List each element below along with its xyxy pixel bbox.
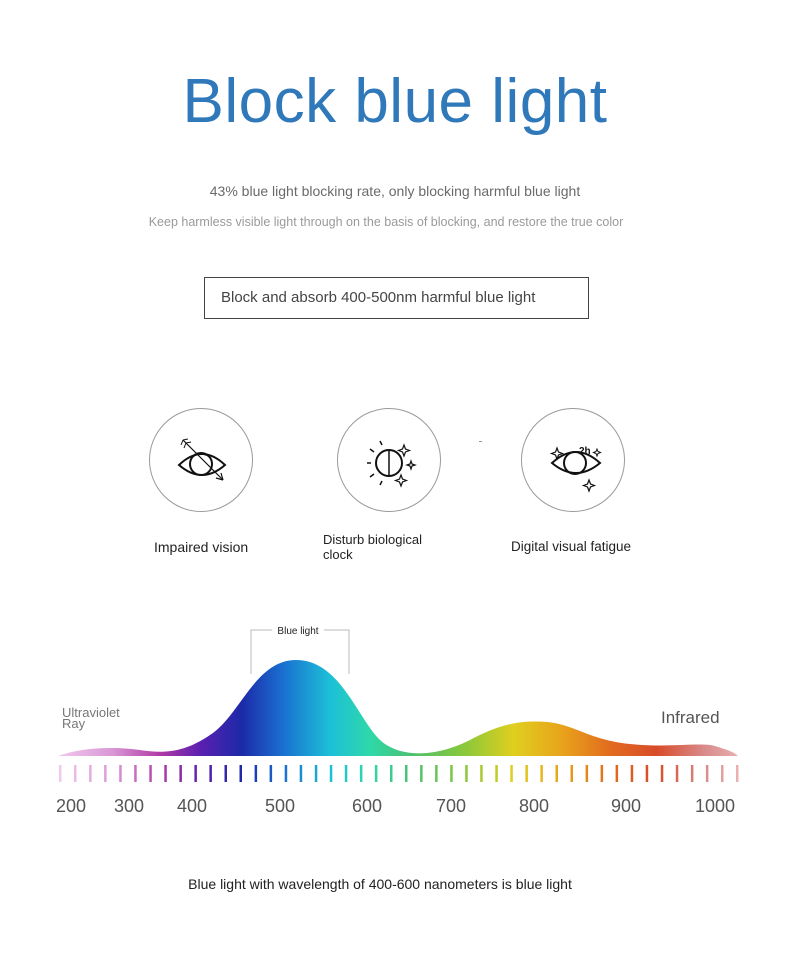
blue-light-label: Blue light <box>277 626 319 637</box>
spectrum-bar <box>616 765 619 782</box>
caption-line-1: Disturb biological <box>323 532 422 547</box>
spectrum-bar <box>300 765 303 782</box>
spectrum-bar <box>134 765 137 782</box>
footer-note: Blue light with wavelength of 400-600 nanometers is blue light <box>188 876 572 892</box>
spectrum-bar <box>556 765 559 782</box>
spectrum-bar <box>375 765 378 782</box>
wavelength-tick-label: 300 <box>113 796 145 816</box>
spectrum-bar <box>270 765 273 782</box>
spectrum-bar <box>390 765 393 782</box>
spectrum-bar <box>315 765 318 782</box>
caption-line-2: clock <box>323 547 353 562</box>
page-title: Block blue light <box>182 67 608 136</box>
spectrum-bar <box>360 765 363 782</box>
spectrum-bar <box>74 765 77 782</box>
spectrum-bar <box>646 765 649 782</box>
spectrum-bar <box>721 765 724 782</box>
impaired-vision-circle <box>149 408 253 512</box>
caption-impaired-vision: Impaired vision <box>154 539 249 555</box>
light-spectrum-diagram <box>0 600 790 830</box>
wavelength-tick-label: 600 <box>351 796 383 816</box>
visual-fatigue-circle <box>521 408 625 512</box>
spectrum-bar <box>510 765 513 782</box>
uv-label-line2: Ray <box>62 716 86 731</box>
caption-visual-fatigue: Digital visual fatigue <box>511 539 632 554</box>
subtitle: 43% blue light blocking rate, only blocking harmful blue light <box>209 183 581 199</box>
divider-dot <box>479 441 482 442</box>
infrared-label: Infrared <box>661 708 720 727</box>
spectrum-bar <box>676 765 679 782</box>
spectrum-bar <box>736 765 739 782</box>
spectrum-bar <box>194 765 197 782</box>
spectrum-bar <box>691 765 694 782</box>
spectrum-bar <box>661 765 664 782</box>
spectrum-bar <box>89 765 92 782</box>
spectrum-bar <box>601 765 604 782</box>
spectrum-bar <box>525 765 528 782</box>
wavelength-tick-label: 400 <box>176 796 208 816</box>
wavelength-tick-label: 800 <box>518 796 550 816</box>
spectrum-bar <box>345 765 348 782</box>
2h-badge: 2h <box>579 446 591 457</box>
spectrum-curve <box>58 660 738 756</box>
sun-eye-icon <box>338 409 442 513</box>
spectrum-bar <box>405 765 408 782</box>
spectrum-bar <box>59 765 62 782</box>
spectrum-bar <box>450 765 453 782</box>
spectrum-bar <box>420 765 423 782</box>
spectrum-bar <box>225 765 228 782</box>
wavelength-tick-label: 500 <box>264 796 296 816</box>
spectrum-bar <box>586 765 589 782</box>
spectrum-bar <box>631 765 634 782</box>
spectrum-bar <box>240 765 243 782</box>
spectrum-bar <box>149 765 152 782</box>
wavelength-ticks <box>56 796 735 816</box>
eye-2h-icon <box>522 409 626 513</box>
spectrum-bar <box>179 765 182 782</box>
spectrum-bar <box>104 765 107 782</box>
caption-biological-clock <box>323 532 422 562</box>
spectrum-bar <box>480 765 483 782</box>
spectrum-bar <box>164 765 167 782</box>
description: Keep harmless visible light through on the basis of blocking, and restore the true color <box>148 215 624 229</box>
wavelength-tick-label: 900 <box>610 796 642 816</box>
spectrum-bar <box>330 765 333 782</box>
spectrum-bar <box>495 765 498 782</box>
spectrum-bar <box>285 765 288 782</box>
spectrum-bar <box>209 765 212 782</box>
eye-arrow-icon <box>150 409 254 513</box>
spectrum-bar <box>435 765 438 782</box>
spectrum-bar <box>119 765 122 782</box>
boxed-statement: Block and absorb 400-500nm harmful blue light <box>204 277 589 319</box>
spectrum-bar <box>706 765 709 782</box>
biological-clock-circle <box>337 408 441 512</box>
uv-label-line1: Ultraviolet <box>62 705 120 720</box>
spectrum-bar <box>255 765 258 782</box>
wavelength-tick-label: 1000 <box>694 796 736 816</box>
wavelength-tick-label: 200 <box>55 796 87 816</box>
spectrum-bars <box>59 765 739 782</box>
spectrum-bar <box>540 765 543 782</box>
spectrum-bar <box>465 765 468 782</box>
spectrum-bar <box>571 765 574 782</box>
wavelength-tick-label: 700 <box>435 796 467 816</box>
